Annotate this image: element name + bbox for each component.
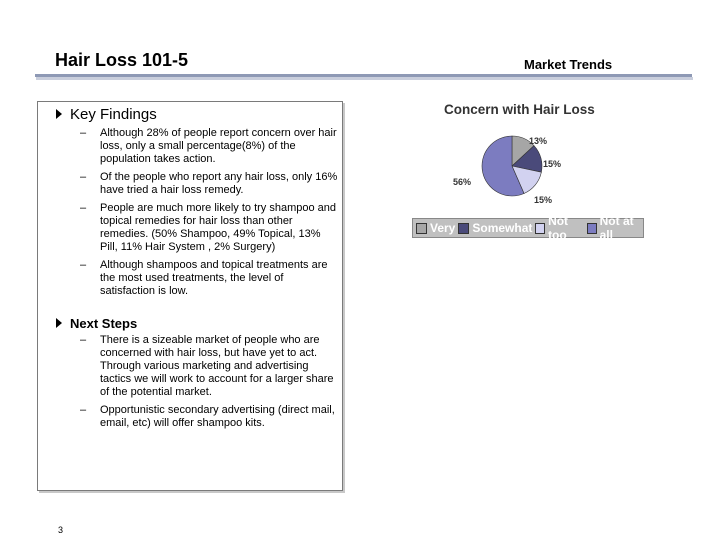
next-steps-heading: Next Steps: [70, 316, 138, 331]
legend-item: [458, 221, 532, 235]
key-findings-heading: Key Findings: [70, 106, 157, 123]
next-step-bullet: There is a sizeable market of people who are concerned with hair loss, but have yet to act. Through various marketing and advertising tactics we will work to account for a larger share of the potential market.: [100, 334, 334, 398]
legend-item: [587, 214, 643, 242]
dash-marker: –: [80, 171, 87, 183]
slide-title: Hair Loss 101-5: [55, 50, 189, 70]
chart-title: Concern with Hair Loss: [444, 102, 595, 117]
legend-label: Not at all: [599, 214, 634, 242]
dash-marker: –: [80, 127, 87, 139]
legend-swatch: [535, 223, 545, 234]
dash-marker: –: [80, 259, 87, 271]
arrow-right-icon: [56, 109, 62, 119]
arrow-right-icon: [56, 318, 62, 328]
legend-swatch: [458, 223, 469, 234]
legend-label: Somewhat: [472, 221, 533, 235]
key-finding-bullet: People are much more likely to try shampoo and topical remedies for hair loss than other remedies. (50% Shampoo, 49% Topical, 13% Pill, 11% Hair System , 2% Surgery): [100, 202, 337, 253]
dash-marker: –: [80, 404, 87, 416]
chart-legend: [412, 214, 644, 242]
key-finding-bullet: Although 28% of people report concern over hair loss, only a small percentage(8%) of the population takes action.: [100, 127, 337, 165]
pie-chart: [440, 130, 580, 210]
legend-label: Not too: [548, 214, 569, 242]
title-rule: [35, 74, 692, 77]
legend-swatch: [587, 223, 597, 234]
section-label: Market Trends: [524, 57, 613, 72]
pie-data-label: 15%: [533, 195, 553, 205]
page-number: 3: [58, 525, 64, 535]
dash-marker: –: [80, 202, 87, 214]
pie-data-label: 15%: [542, 159, 562, 169]
dash-marker: –: [80, 334, 87, 346]
pie-data-label: 13%: [528, 136, 548, 146]
legend-swatch: [416, 223, 427, 234]
title-rule: [36, 77, 693, 80]
legend-item: [535, 214, 584, 242]
key-finding-bullet: Of the people who report any hair loss, only 16% have tried a hair loss remedy.: [100, 171, 338, 196]
legend-label: Very: [430, 221, 456, 235]
key-finding-bullet: Although shampoos and topical treatments are the most used treatments, the level of satisfaction is low.: [100, 259, 328, 297]
pie-data-label: 56%: [452, 177, 472, 187]
legend-item: [416, 221, 455, 235]
next-step-bullet: Opportunistic secondary advertising (direct mail, email, etc) will offer shampoo kits.: [100, 404, 335, 429]
